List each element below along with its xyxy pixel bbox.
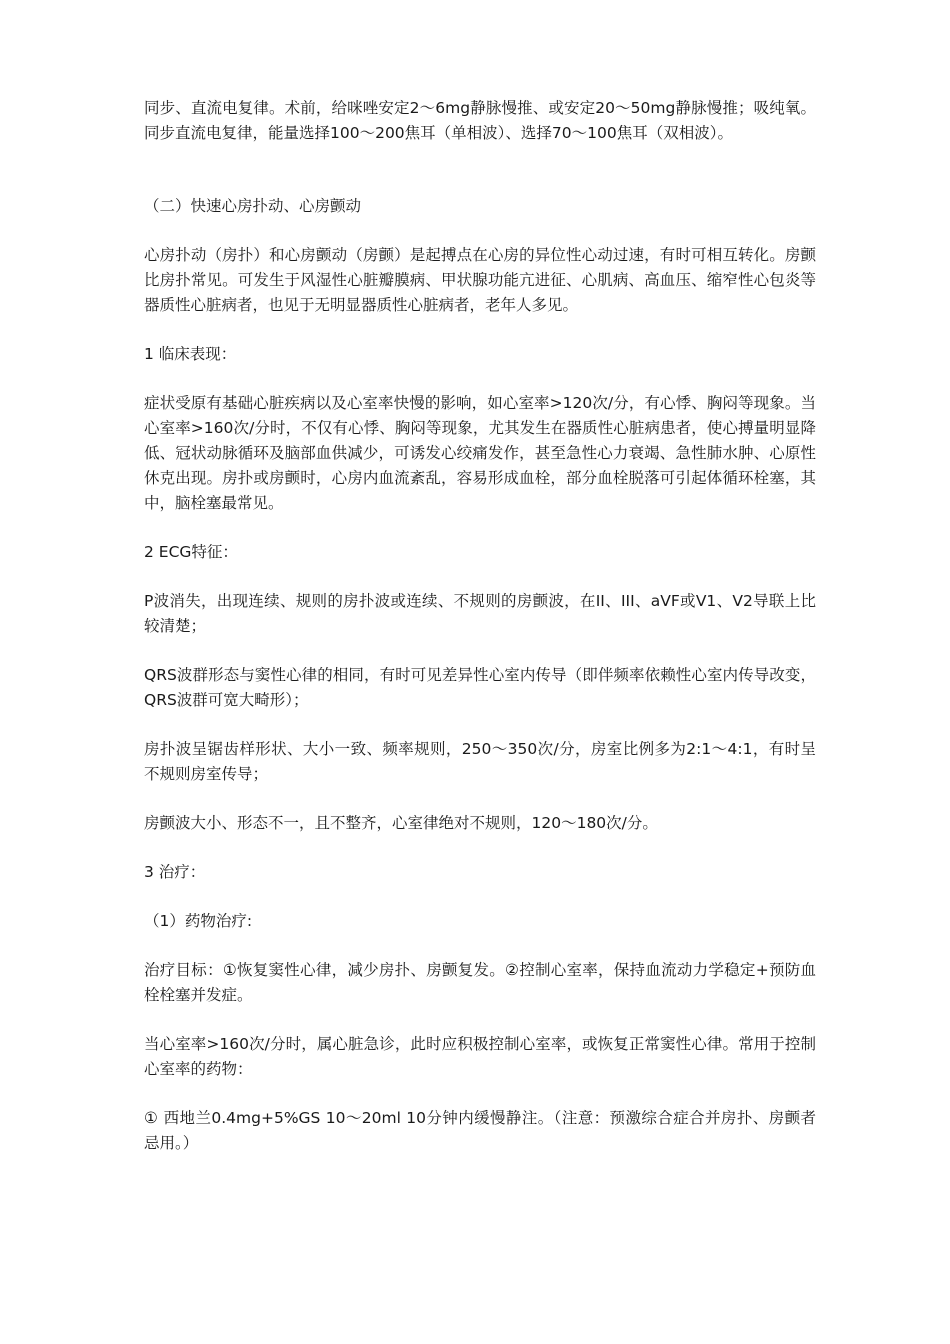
- paragraph-ecg-fibrillation-wave: 房颤波大小、形态不一，且不整齐，心室律绝对不规则，120～180次/分。: [144, 814, 658, 832]
- section-heading-atrial-flutter-fibrillation: （二）快速心房扑动、心房颤动: [144, 197, 362, 215]
- paragraph-ecg-flutter-wave: 房扑波呈锯齿样形状、大小一致、频率规则，250～350次/分，房室比例多为2:1～4:1，有时呈不规则房室传导；: [144, 740, 816, 783]
- heading-ecg-features: 2 ECG特征：: [144, 543, 238, 561]
- paragraph-treatment-goals: 治疗目标：①恢复窦性心律，减少房扑、房颤复发。②控制心室率，保持血流动力学稳定+预防血栓栓塞并发症。: [144, 961, 816, 1004]
- paragraph-ecg-qrs: QRS波群形态与窦性心律的相同，有时可见差异性心室内传导（即伴频率依赖性心室内传导改变，QRS波群可宽大畸形）；: [144, 666, 816, 709]
- paragraph-rate-control: 当心室率>160次/分时，属心脏急诊，此时应积极控制心室率，或恢复正常窦性心律。常用于控制心室率的药物：: [144, 1035, 816, 1078]
- document-page: [144, 96, 816, 1180]
- paragraph-definition: 心房扑动（房扑）和心房颤动（房颤）是起搏点在心房的异位性心动过速，有时可相互转化。房颤比房扑常见。可发生于风湿性心脏瓣膜病、甲状腺功能亢进征、心肌病、高血压、缩窄性心包炎等器质性心脏病者，也见于无明显器质性心脏病者，老年人多见。: [144, 246, 816, 314]
- paragraph-cardioversion: 同步、直流电复律。术前，给咪唑安定2～6mg静脉慢推、或安定20～50mg静脉慢推；吸纯氧。同步直流电复律，能量选择100～200焦耳（单相波）、选择70～100焦耳（双相波）。: [144, 99, 816, 142]
- paragraph-cedilanid: ① 西地兰0.4mg+5%GS 10～20ml 10分钟内缓慢静注。（注意：预激综合症合并房扑、房颤者忌用。）: [144, 1109, 816, 1152]
- heading-drug-treatment: （1）药物治疗:: [144, 912, 253, 930]
- paragraph-symptoms: 症状受原有基础心脏疾病以及心室率快慢的影响，如心室率>120次/分，有心悸、胸闷等现象。当心室率>160次/分时，不仅有心悸、胸闷等现象，尤其发生在器质性心脏病患者，使心搏量明显降低、冠状动脉循环及脑部血供减少，可诱发心绞痛发作，甚至急性心力衰竭、急性肺水肿、心原性休克出现。房扑或房颤时，心房内血流紊乱，容易形成血栓，部分血栓脱落可引起体循环栓塞，其中，脑栓塞最常见。: [144, 394, 816, 512]
- paragraph-ecg-p-wave: P波消失，出现连续、规则的房扑波或连续、不规则的房颤波，在II、III、aVF或V1、V2导联上比较清楚；: [144, 592, 816, 635]
- heading-clinical-manifestation: 1 临床表现：: [144, 345, 237, 363]
- heading-treatment: 3 治疗：: [144, 863, 206, 881]
